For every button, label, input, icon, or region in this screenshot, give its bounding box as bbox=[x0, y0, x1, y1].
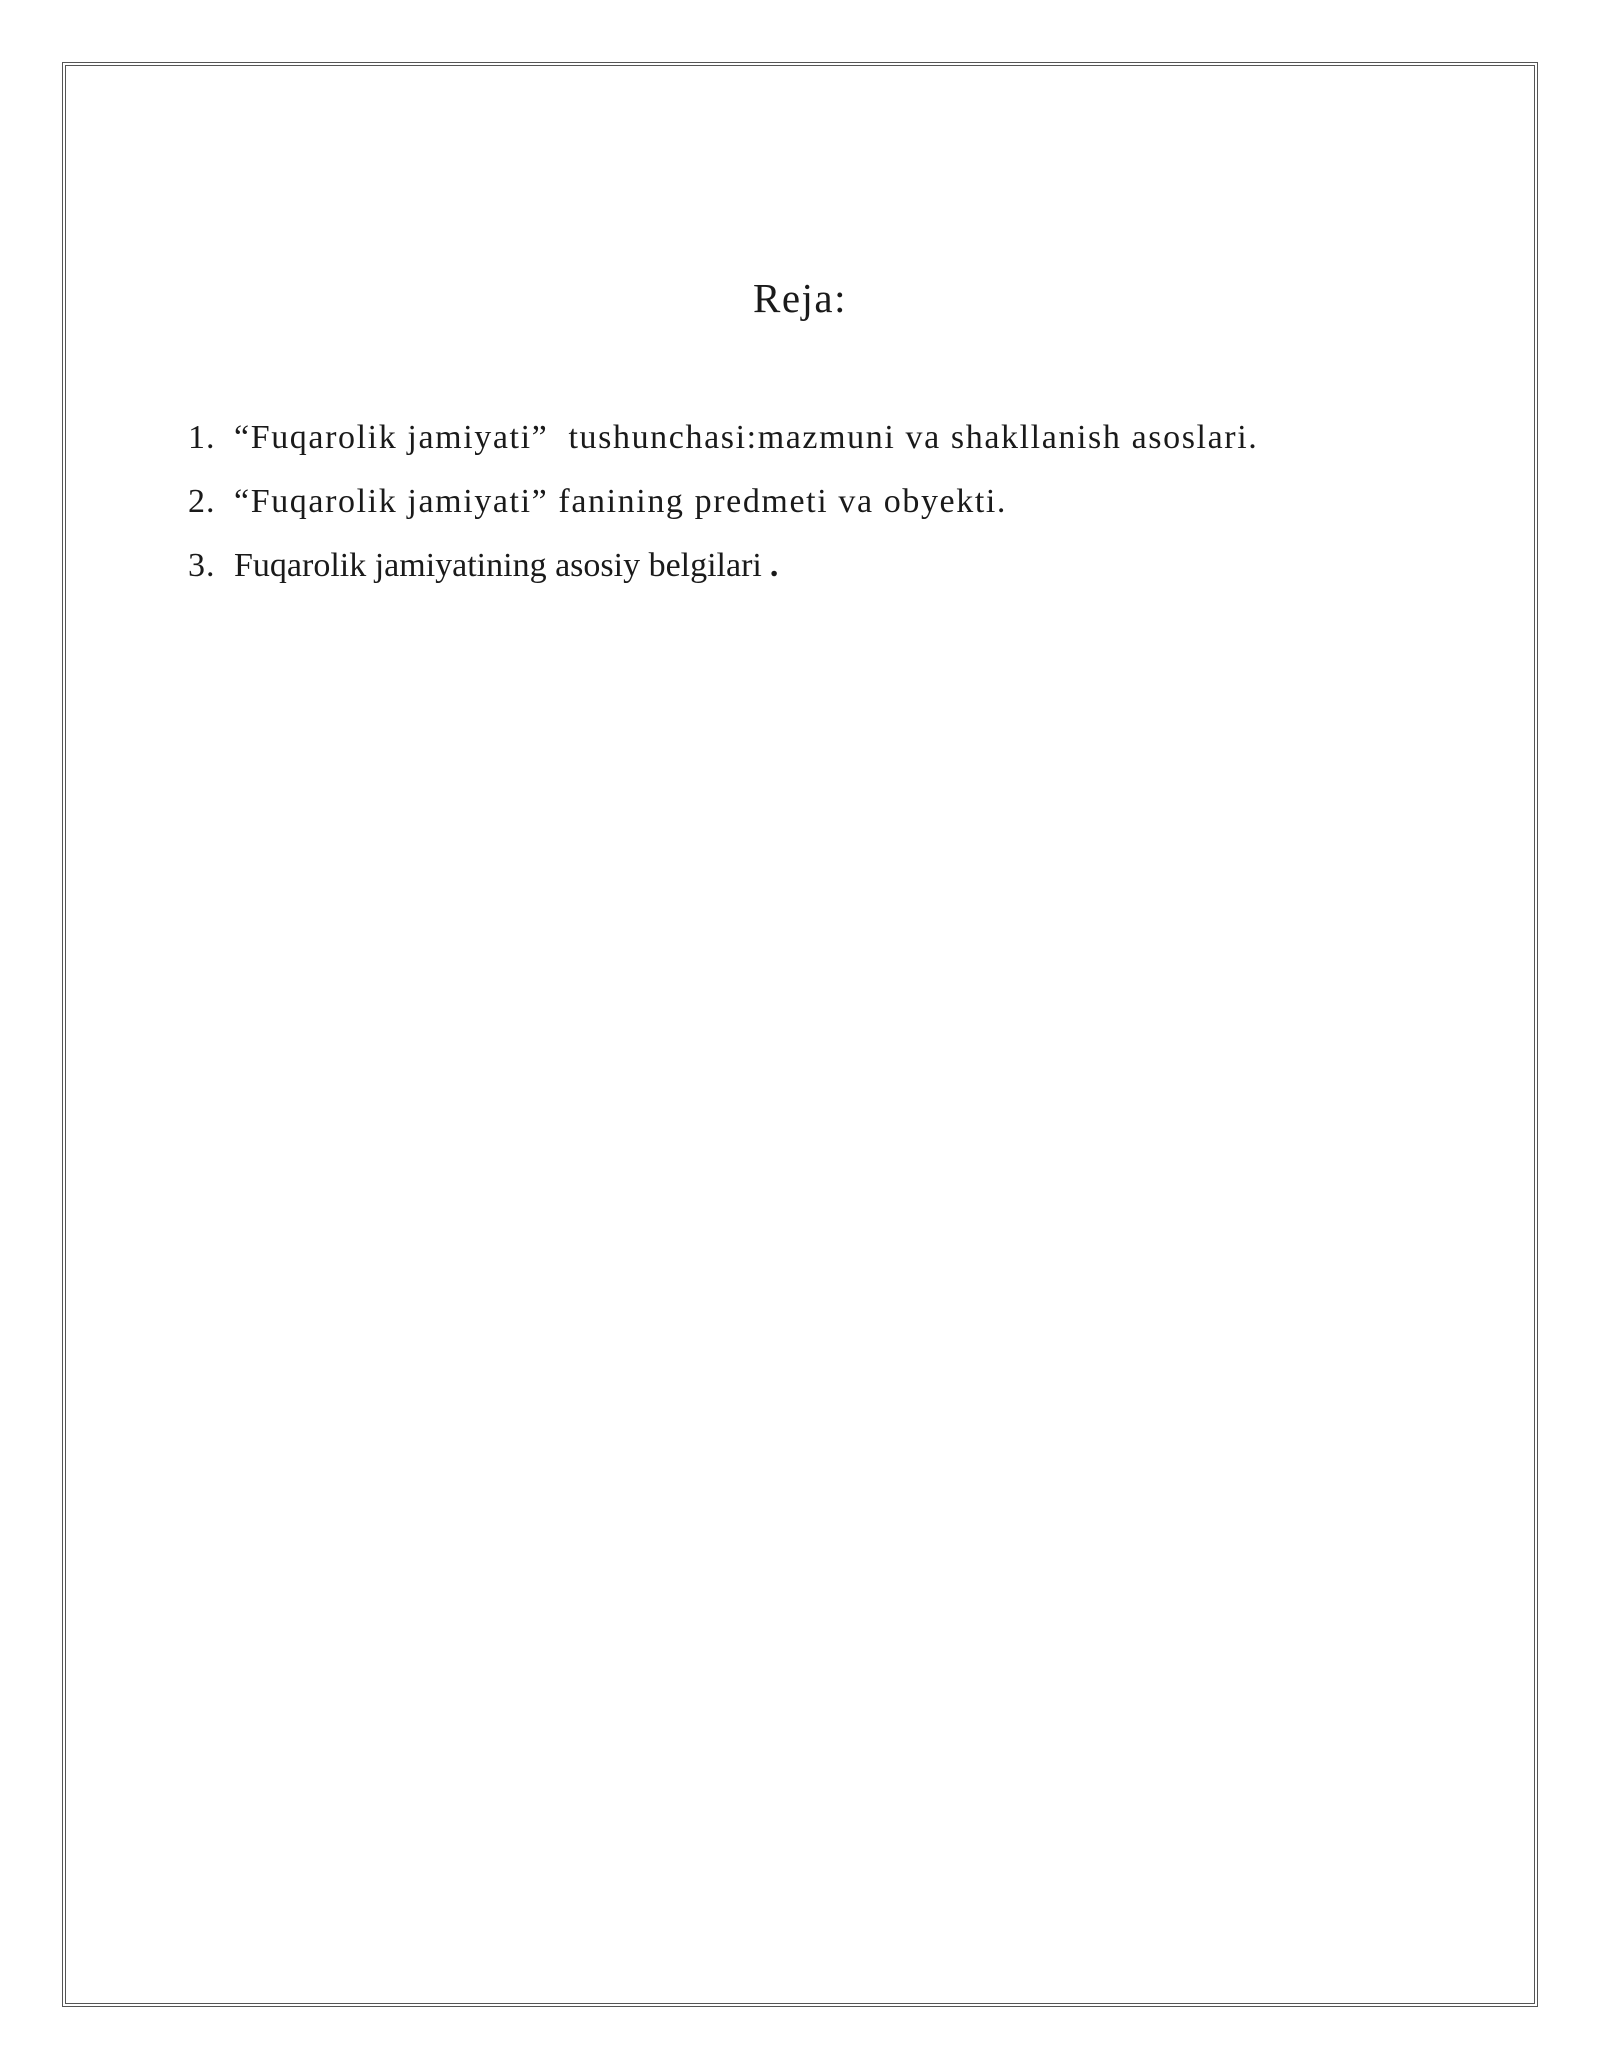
plan-item bbox=[188, 540, 1258, 604]
plan-item bbox=[188, 476, 1258, 540]
plan-item-number: 2. bbox=[188, 483, 216, 520]
plan-list bbox=[188, 412, 1258, 604]
plan-item-text: “Fuqarolik jamiyati” fanining predmeti va obyekti. bbox=[234, 483, 1008, 520]
plan-item bbox=[188, 412, 1258, 476]
plan-item-number: 1. bbox=[188, 419, 216, 456]
plan-item-text: “Fuqarolik jamiyati” tushunchasi:mazmuni va shakllanish asoslari. bbox=[234, 419, 1259, 456]
page-border bbox=[62, 62, 1538, 2007]
plan-item-period: . bbox=[769, 547, 779, 584]
page-title: Reja: bbox=[752, 275, 848, 321]
plan-item-number: 3. bbox=[188, 547, 216, 584]
plan-item-text: Fuqarolik jamiyatining asosiy belgilari bbox=[234, 547, 762, 584]
